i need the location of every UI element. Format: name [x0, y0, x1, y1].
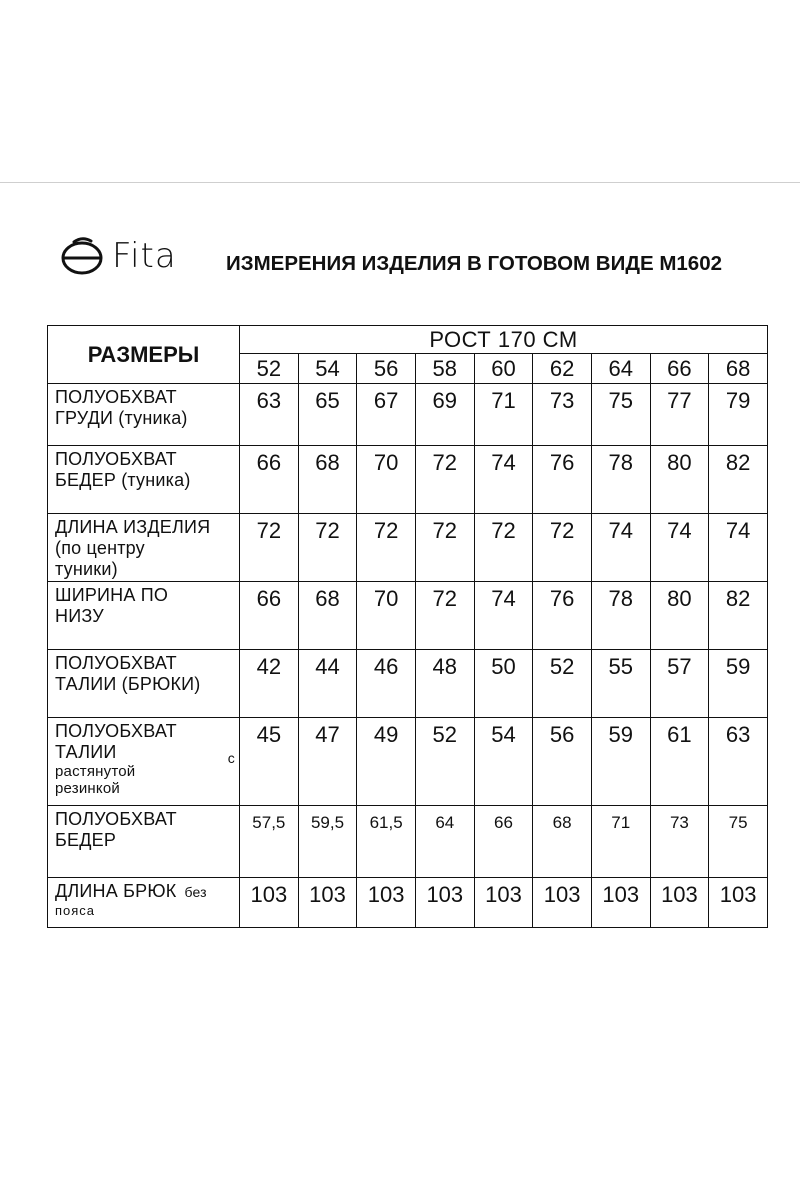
value-cell: 72: [357, 514, 416, 582]
value-cell: 74: [474, 582, 533, 650]
value-cell: 59,5: [298, 806, 357, 878]
value-cell: 70: [357, 582, 416, 650]
row-label: [48, 514, 240, 582]
value-cell: 61,5: [357, 806, 416, 878]
value-cell: 70: [357, 446, 416, 514]
size-header-cell: 58: [415, 354, 474, 384]
value-cell: 66: [240, 446, 299, 514]
value-cell: 49: [357, 718, 416, 806]
measurement-row: [48, 878, 768, 928]
row-label-note: растянутой: [55, 763, 136, 780]
value-cell: 76: [533, 446, 592, 514]
row-label-line: ПОЛУОБХВАТ: [55, 653, 177, 673]
size-header-cell: 60: [474, 354, 533, 384]
value-cell: 54: [474, 718, 533, 806]
row-label-line: ТАЛИИ (БРЮКИ): [55, 674, 201, 694]
value-cell: 75: [591, 384, 650, 446]
row-label: [48, 650, 240, 718]
value-cell: 72: [298, 514, 357, 582]
document-title: ИЗМЕРЕНИЯ ИЗДЕЛИЯ В ГОТОВОМ ВИДЕ М1602: [226, 252, 723, 275]
measurement-row: [48, 384, 768, 446]
value-cell: 103: [709, 878, 768, 928]
size-header-cell: 66: [650, 354, 709, 384]
top-divider: [0, 182, 800, 183]
value-cell: 74: [474, 446, 533, 514]
measurement-row: [48, 446, 768, 514]
row-label-main: ДЛИНА БРЮК: [55, 881, 177, 901]
measurement-row: [48, 514, 768, 582]
value-cell: 56: [533, 718, 592, 806]
row-label-line: ПОЛУОБХВАТ: [55, 809, 177, 829]
row-label-line: ПОЛУОБХВАТ: [55, 449, 177, 469]
measurement-row: [48, 718, 768, 806]
value-cell: 72: [415, 514, 474, 582]
value-cell: 103: [474, 878, 533, 928]
value-cell: 69: [415, 384, 474, 446]
value-cell: 48: [415, 650, 474, 718]
value-cell: 72: [415, 446, 474, 514]
value-cell: 63: [709, 718, 768, 806]
value-cell: 44: [298, 650, 357, 718]
logo-text: Fita: [112, 236, 177, 276]
height-header: РОСТ 170 СМ: [240, 326, 768, 354]
value-cell: 66: [474, 806, 533, 878]
value-cell: 61: [650, 718, 709, 806]
row-label-line: ГРУДИ (туника): [55, 408, 188, 428]
size-header-cell: 56: [357, 354, 416, 384]
value-cell: 68: [298, 582, 357, 650]
value-cell: 57,5: [240, 806, 299, 878]
value-cell: 47: [298, 718, 357, 806]
value-cell: 57: [650, 650, 709, 718]
value-cell: 59: [591, 718, 650, 806]
value-cell: 73: [650, 806, 709, 878]
value-cell: 74: [650, 514, 709, 582]
value-cell: 80: [650, 446, 709, 514]
size-header-cell: 64: [591, 354, 650, 384]
value-cell: 78: [591, 446, 650, 514]
row-label: [48, 582, 240, 650]
value-cell: 59: [709, 650, 768, 718]
value-cell: 68: [533, 806, 592, 878]
value-cell: 71: [591, 806, 650, 878]
row-label-line: ПОЛУОБХВАТ: [55, 721, 177, 741]
header-row: [48, 326, 768, 354]
value-cell: 103: [357, 878, 416, 928]
value-cell: 50: [474, 650, 533, 718]
value-cell: 103: [240, 878, 299, 928]
row-label-line: (по центру: [55, 538, 145, 558]
row-label-aside: с: [227, 750, 235, 766]
value-cell: 73: [533, 384, 592, 446]
value-cell: 103: [298, 878, 357, 928]
row-label: [48, 384, 240, 446]
value-cell: 79: [709, 384, 768, 446]
row-label-line-wrap: [55, 742, 235, 766]
value-cell: 103: [650, 878, 709, 928]
row-label: [48, 446, 240, 514]
value-cell: 72: [533, 514, 592, 582]
row-label-line: БЕДЕР: [55, 830, 117, 850]
row-label-note: пояса: [55, 903, 96, 918]
row-label-line: ПОЛУОБХВАТ: [55, 387, 177, 407]
value-cell: 76: [533, 582, 592, 650]
row-label-aside: без: [184, 884, 207, 900]
value-cell: 103: [591, 878, 650, 928]
row-label-line: туники): [55, 559, 118, 579]
size-chart-table: [47, 325, 768, 928]
value-cell: 46: [357, 650, 416, 718]
value-cell: 68: [298, 446, 357, 514]
row-label: [48, 806, 240, 878]
row-label-line: НИЗУ: [55, 606, 104, 626]
value-cell: 72: [240, 514, 299, 582]
row-label: [48, 878, 240, 928]
value-cell: 42: [240, 650, 299, 718]
row-label-line: ШИРИНА ПО: [55, 585, 169, 605]
value-cell: 66: [240, 582, 299, 650]
value-cell: 45: [240, 718, 299, 806]
row-label-line: ДЛИНА ИЗДЕЛИЯ: [55, 517, 211, 537]
value-cell: 103: [533, 878, 592, 928]
value-cell: 52: [533, 650, 592, 718]
size-header-cell: 52: [240, 354, 299, 384]
value-cell: 72: [415, 582, 474, 650]
value-cell: 71: [474, 384, 533, 446]
value-cell: 63: [240, 384, 299, 446]
value-cell: 82: [709, 582, 768, 650]
size-header-cell: 54: [298, 354, 357, 384]
fita-logo-icon: [60, 236, 104, 276]
sizes-header: РАЗМЕРЫ: [48, 326, 240, 384]
value-cell: 74: [709, 514, 768, 582]
row-label-note: резинкой: [55, 780, 120, 797]
measurement-row: [48, 650, 768, 718]
row-label: [48, 718, 240, 806]
row-label-line: [55, 881, 235, 902]
brand-logo: [60, 236, 177, 276]
value-cell: 67: [357, 384, 416, 446]
value-cell: 103: [415, 878, 474, 928]
measurement-row: [48, 582, 768, 650]
value-cell: 80: [650, 582, 709, 650]
value-cell: 75: [709, 806, 768, 878]
row-label-line: ТАЛИИ: [55, 742, 117, 762]
value-cell: 74: [591, 514, 650, 582]
value-cell: 52: [415, 718, 474, 806]
value-cell: 72: [474, 514, 533, 582]
value-cell: 82: [709, 446, 768, 514]
value-cell: 78: [591, 582, 650, 650]
value-cell: 55: [591, 650, 650, 718]
size-header-cell: 62: [533, 354, 592, 384]
row-label-line: БЕДЕР (туника): [55, 470, 191, 490]
value-cell: 65: [298, 384, 357, 446]
size-header-cell: 68: [709, 354, 768, 384]
value-cell: 77: [650, 384, 709, 446]
measurement-row: [48, 806, 768, 878]
value-cell: 64: [415, 806, 474, 878]
